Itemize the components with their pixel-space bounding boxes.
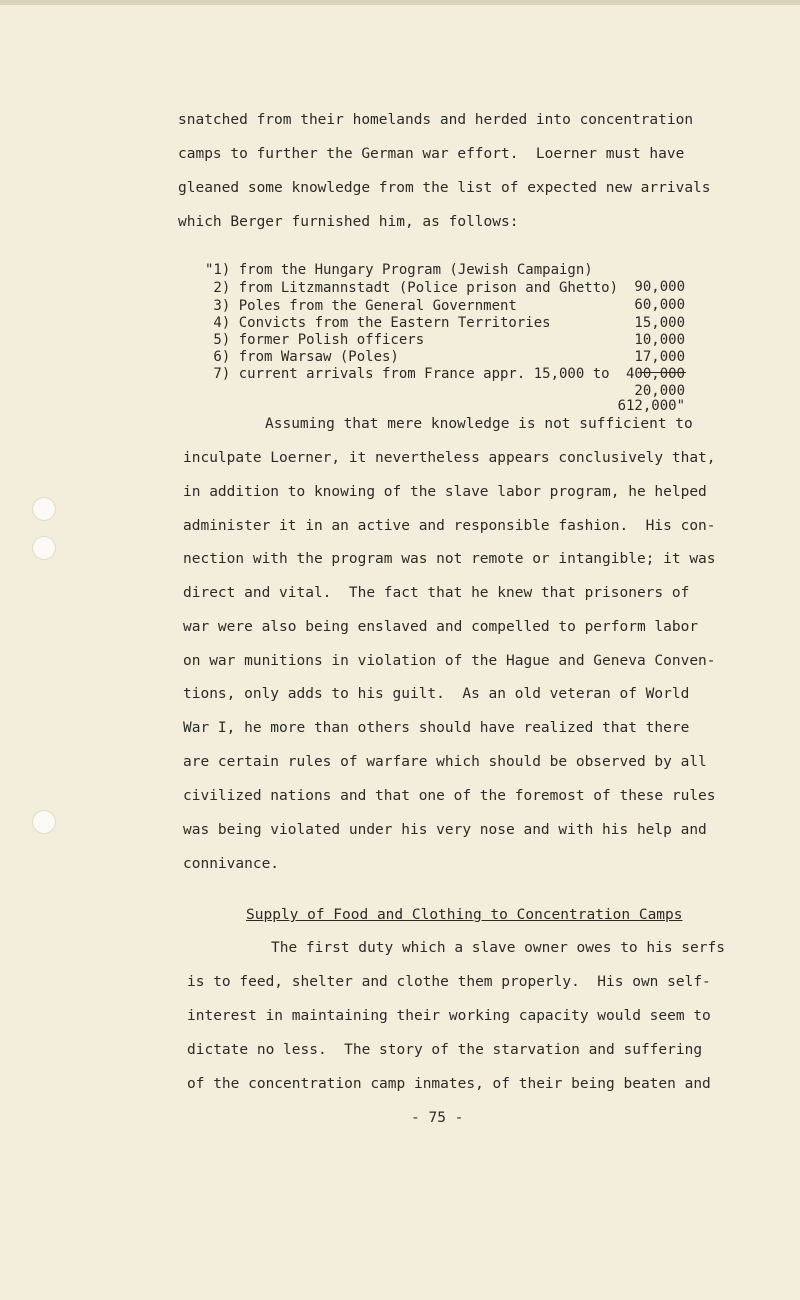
page-top-edge [0,0,800,5]
page-number: - 75 - [411,1110,464,1126]
paragraph3-line: dictate no less. The story of the starvation and suffering [187,1042,703,1058]
list-item-label: 3) Poles from the General Government [205,298,517,314]
list-item-label: 6) from Warsaw (Poles) [205,349,399,365]
paragraph2-line: on war munitions in violation of the Hague and Geneva Conven- [183,653,716,669]
list-total: 612,000" [617,398,685,414]
paragraph3-line: The first duty which a slave owner owes to his serfs [271,940,725,956]
list-item-label: 7) current arrivals from France appr. 15,000 to [205,366,610,382]
paragraph2-line: war were also being enslaved and compelled to perform labor [183,619,699,635]
paragraph1-line: camps to further the German war effort. Loerner must have [178,146,685,162]
list-item-label: 2) from Litzmannstadt (Police prison and Ghetto) [205,280,619,296]
paragraph2-line: inculpate Loerner, it nevertheless appears conclusively that, [183,450,716,466]
paragraph2-line: direct and vital. The fact that he knew that prisoners of [183,585,690,601]
list-item-value: 15,000 [634,315,685,331]
list-item-value: 20,000 [634,383,685,399]
paragraph1-line: gleaned some knowledge from the list of expected new arrivals [178,180,711,196]
list-item-label: 5) former Polish officers [205,332,425,348]
punch-hole-3 [32,810,56,834]
list-total-row [205,381,685,414]
paragraph3-line: of the concentration camp inmates, of their being beaten and [187,1076,711,1092]
list-item-label: 4) Convicts from the Eastern Territories [205,315,551,331]
sum-rule [640,372,686,373]
paragraph2-line: nection with the program was not remote or intangible; it was [183,551,716,567]
paragraph3-line: is to feed, shelter and clothe them properly. His own self- [187,974,711,990]
list-item-label: "1) from the Hungary Program (Jewish Campaign) [205,262,593,278]
list-item-value: 10,000 [634,332,685,348]
paragraph2-line: was being violated under his very nose and with his help and [183,822,707,838]
list-item-value: 90,000 [634,279,685,295]
paragraph1-line: which Berger furnished him, as follows: [178,214,519,230]
paragraph2-line: civilized nations and that one of the foremost of these rules [183,788,716,804]
section-heading: Supply of Food and Clothing to Concentration Camps [246,907,683,923]
paragraph2-line: in addition to knowing of the slave labor program, he helped [183,484,707,500]
punch-hole-2 [32,536,56,560]
list-item-value: 400,000 [625,366,685,382]
paragraph3-line: interest in maintaining their working capacity would seem to [187,1008,711,1024]
paragraph2-line: Assuming that mere knowledge is not sufficient to [265,416,693,432]
paragraph2-line: War I, he more than others should have realized that there [183,720,690,736]
paragraph2-line: tions, only adds to his guilt. As an old veteran of World [183,686,690,702]
list-item-value: 17,000 [634,349,685,365]
paragraph1-line: snatched from their homelands and herded into concentration [178,112,694,128]
punch-hole-1 [32,497,56,521]
paragraph2-line: are certain rules of warfare which should be observed by all [183,754,707,770]
list-item-value: 60,000 [634,297,685,313]
paragraph2-line: administer it in an active and responsible fashion. His con- [183,518,716,534]
paragraph2-line: connivance. [183,856,280,872]
